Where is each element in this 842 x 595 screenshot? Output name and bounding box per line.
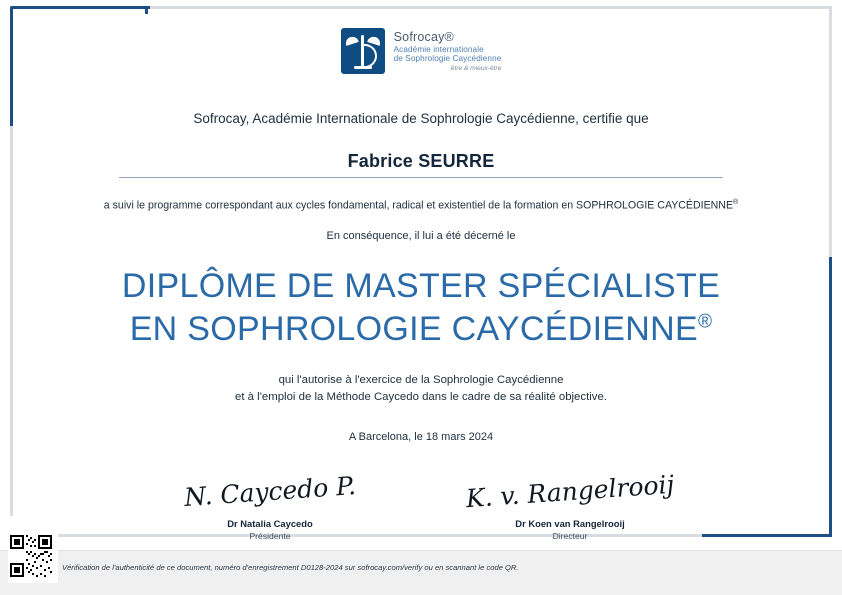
signature-block-director (440, 470, 700, 541)
verification-note: Vérification de l'authenticité de ce document, numéro d'enregistrement D0128-2024 sur sofrocay.com/verify ou en scannant le code QR. (62, 563, 519, 572)
qr-code-graphic (10, 535, 52, 577)
logo-brand: Sofrocay® (393, 30, 454, 44)
authorization-line2: et à l'emploi de la Méthode Caycedo dans le cadre de sa réalité objective. (235, 390, 607, 403)
signature-name-director: Dr Koen van Rangelrooij (515, 518, 625, 529)
authorization-line1: qui l'autorise à l'exercice de la Sophrologie Caycédienne (278, 374, 564, 386)
signature-mark-director: K. v. Rangelrooij (464, 469, 676, 513)
program-line-text: a suivi le programme correspondant aux cycles fondamental, radical et existentiel de la formation en SOPHROLOGIE CAYCÉDIENNE (103, 199, 734, 212)
footer-bar (0, 550, 842, 595)
logo-subtitle-line2: de Sophrologie Caycédienne (393, 54, 502, 64)
diploma-title-registered-mark: ® (697, 311, 713, 333)
program-line (0, 199, 842, 212)
authorization-text (0, 372, 842, 405)
diploma-title-line2: EN SOPHROLOGIE CAYCÉDIENNE (129, 309, 698, 348)
caduceus-icon (341, 28, 385, 74)
recipient-name: Fabrice SEURRE (347, 151, 495, 171)
logo-tagline: être & mieux-être (450, 65, 502, 73)
logo-block (0, 28, 842, 74)
border-edge-top (150, 6, 832, 9)
signature-role-director: Directeur (552, 531, 588, 541)
signature-role-president: Présidente (249, 531, 291, 541)
diploma-title-line1: DIPLÔME DE MASTER SPÉCIALISTE (121, 267, 721, 305)
signature-mark-president: N. Caycedo P. (183, 470, 357, 512)
diploma-title-line2-wrapper (0, 308, 842, 351)
signature-name-president: Dr Natalia Caycedo (227, 518, 313, 529)
diploma-title (0, 265, 842, 351)
logo-subtitle-line1: Académie internationale (393, 44, 484, 54)
recipient-underline (119, 177, 723, 178)
qr-code-icon[interactable] (8, 533, 58, 583)
intro-line: Sofrocay, Académie Internationale de Sophrologie Caycédienne, certifie que (193, 111, 649, 126)
place-and-date: A Barcelona, le 18 mars 2024 (348, 431, 494, 443)
consequence-line: En conséquence, il lui a été décerné le (326, 230, 516, 242)
program-line-registered-mark: ® (733, 199, 739, 206)
signature-block-president (140, 470, 400, 541)
